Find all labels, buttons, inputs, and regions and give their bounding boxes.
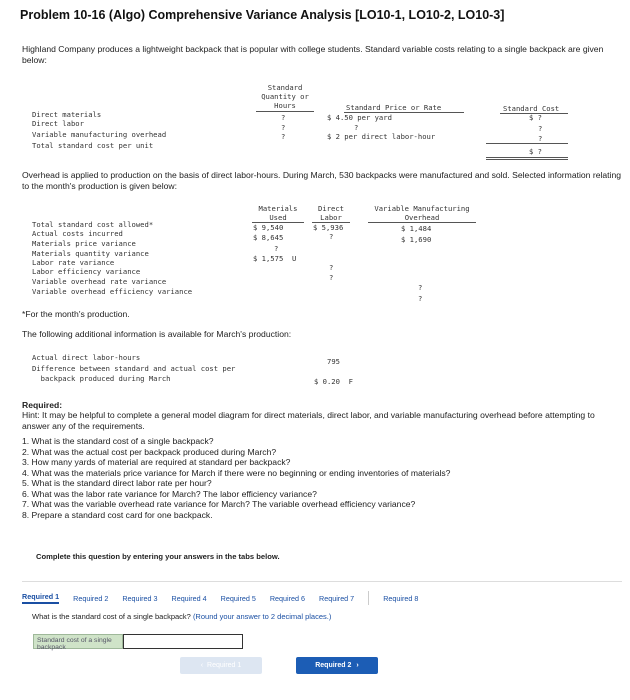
row-label: Variable manufacturing overhead [32,130,167,139]
tab-required-2[interactable]: Required 2 [73,593,109,603]
row-voh: $ 1,484 [401,224,432,233]
page-title: Problem 10-16 (Algo) Comprehensive Variance Analysis [LO10-1, LO10-2, LO10-3] [20,8,505,22]
row-label: Actual costs incurred [32,229,123,238]
row-label: Labor efficiency variance [32,267,141,276]
row-value: 795 [327,357,340,366]
row-label: Direct labor [32,119,84,128]
header-qty-1: Standard [267,83,303,92]
header-cost: Standard Cost [503,104,560,113]
list-item: 7. What was the variable overhead rate variance for March? The variable overhead efficiency variance? [22,499,416,509]
row-cost: ? [538,134,543,143]
tab-required-5[interactable]: Required 5 [220,593,256,603]
row-label: Total standard cost allowed* [32,220,154,229]
header-mat-2: Used [269,213,287,222]
row-label: Actual direct labor-hours [32,353,141,362]
next-required-button[interactable] [296,657,378,674]
divider [486,157,568,158]
prev-required-button[interactable] [180,657,262,674]
answer-label: Standard cost of a single backpack [33,634,123,649]
row-voh: $ 1,690 [401,235,432,244]
row-qty: ? [281,132,286,141]
header-qty-3: Hours [274,101,296,110]
prev-label: Required 1 [207,662,242,669]
standard-cost-input[interactable] [123,634,243,649]
list-item: 8. Prepare a standard cost card for one backpack. [22,509,213,520]
header-lab-2: Labor [320,213,342,222]
row-mat: $ 8,645 [253,233,284,242]
question [32,612,331,621]
list-item: 6. What was the labor rate variance for March? The labor efficiency variance? [22,488,317,499]
row-voh: ? [418,283,423,292]
chevron-left-icon: ‹ [200,662,204,669]
question-hint: (Round your answer to 2 decimal places.) [192,612,332,621]
divider [22,581,622,582]
tab-required-8[interactable]: Required 8 [383,593,419,603]
row-label: Direct materials [32,110,102,119]
required-heading: Required: [22,400,63,410]
tab-required-4[interactable]: Required 4 [171,593,207,603]
row-mat: $ 9,540 [253,223,284,232]
header-price: Standard Price or Rate [346,103,442,112]
next-label: Required 2 [315,662,352,669]
row-label: Variable overhead efficiency variance [32,287,193,296]
overhead-text: Overhead is applied to production on the basis of direct labor-hours. During March, 530 backpacks were manufactured and sold. Selected information relating to the month's production is given below: [22,170,622,191]
list-item: 5. What is the standard direct labor rate per hour? [22,478,212,488]
row-label: backpack produced during March [32,374,171,383]
header-mat-1: Materials [258,204,298,213]
row-cost: $ ? [529,147,542,156]
tab-divider [368,591,369,605]
row-cost: ? [538,124,543,133]
tab-required-6[interactable]: Required 6 [269,593,306,603]
question-text: What is the standard cost of a single backpack? [32,612,191,621]
row-mat: $ 1,575 U [253,254,297,263]
header-qty-2: Quantity or [261,92,309,101]
row-lab: ? [329,263,334,272]
row-label: Total standard cost per unit [32,141,154,150]
row-lab: ? [329,273,334,282]
list-item: 3. How many yards of material are required at standard per backpack? [22,457,291,467]
row-price: $ 4.50 per yard [327,113,392,122]
divider [486,159,568,160]
row-qty: ? [281,123,286,132]
requirements-list [22,436,450,520]
header-voh-1: Variable Manufacturing [374,204,470,213]
row-price: ? [354,123,359,132]
header-lab-1: Direct [318,204,344,213]
list-item: 1. What is the standard cost of a single backpack? [22,436,214,446]
row-qty: ? [281,113,286,122]
complete-instruction: Complete this question by entering your answers in the tabs below. [36,552,280,561]
footnote: *For the month's production. [22,309,130,319]
intro-text: Highland Company produces a lightweight backpack that is popular with college students. Standard variable costs relating to a single backpack are given below: [22,44,604,65]
row-label: Difference between standard and actual cost per [32,364,236,373]
row-price: $ 2 per direct labor-hour [327,132,436,141]
divider [368,222,476,223]
tab-required-3[interactable]: Required 3 [122,593,158,603]
tab-required-1[interactable]: Required 1 [22,592,59,604]
tab-required-7[interactable]: Required 7 [319,593,355,603]
row-mat: ? [274,244,279,253]
divider [256,111,314,112]
answer-row [33,634,243,649]
row-lab: $ 5,936 [313,223,344,232]
chevron-right-icon: › [356,662,359,669]
row-label: Materials quantity variance [32,249,149,258]
list-item: 4. What was the materials price variance for March if there were no beginning or ending inventories of materials? [22,467,451,478]
divider [486,143,568,144]
row-value: $ 0.20 F [314,377,353,386]
header-voh-2: Overhead [404,213,440,222]
requirement-tabs [22,587,622,609]
row-label: Labor rate variance [32,258,115,267]
row-cost: $ ? [529,113,542,122]
list-item: 2. What was the actual cost per backpack produced during March? [22,446,277,457]
additional-text: The following additional information is available for March's production: [22,329,292,339]
row-voh: ? [418,294,423,303]
row-label: Variable overhead rate variance [32,277,167,286]
required-hint: Hint: It may be helpful to complete a general model diagram for direct materials, direct labor, and variable manufacturing overhead before attempting to answer any of the requirements. [22,410,595,431]
row-lab: ? [329,232,334,241]
row-label: Materials price variance [32,239,136,248]
